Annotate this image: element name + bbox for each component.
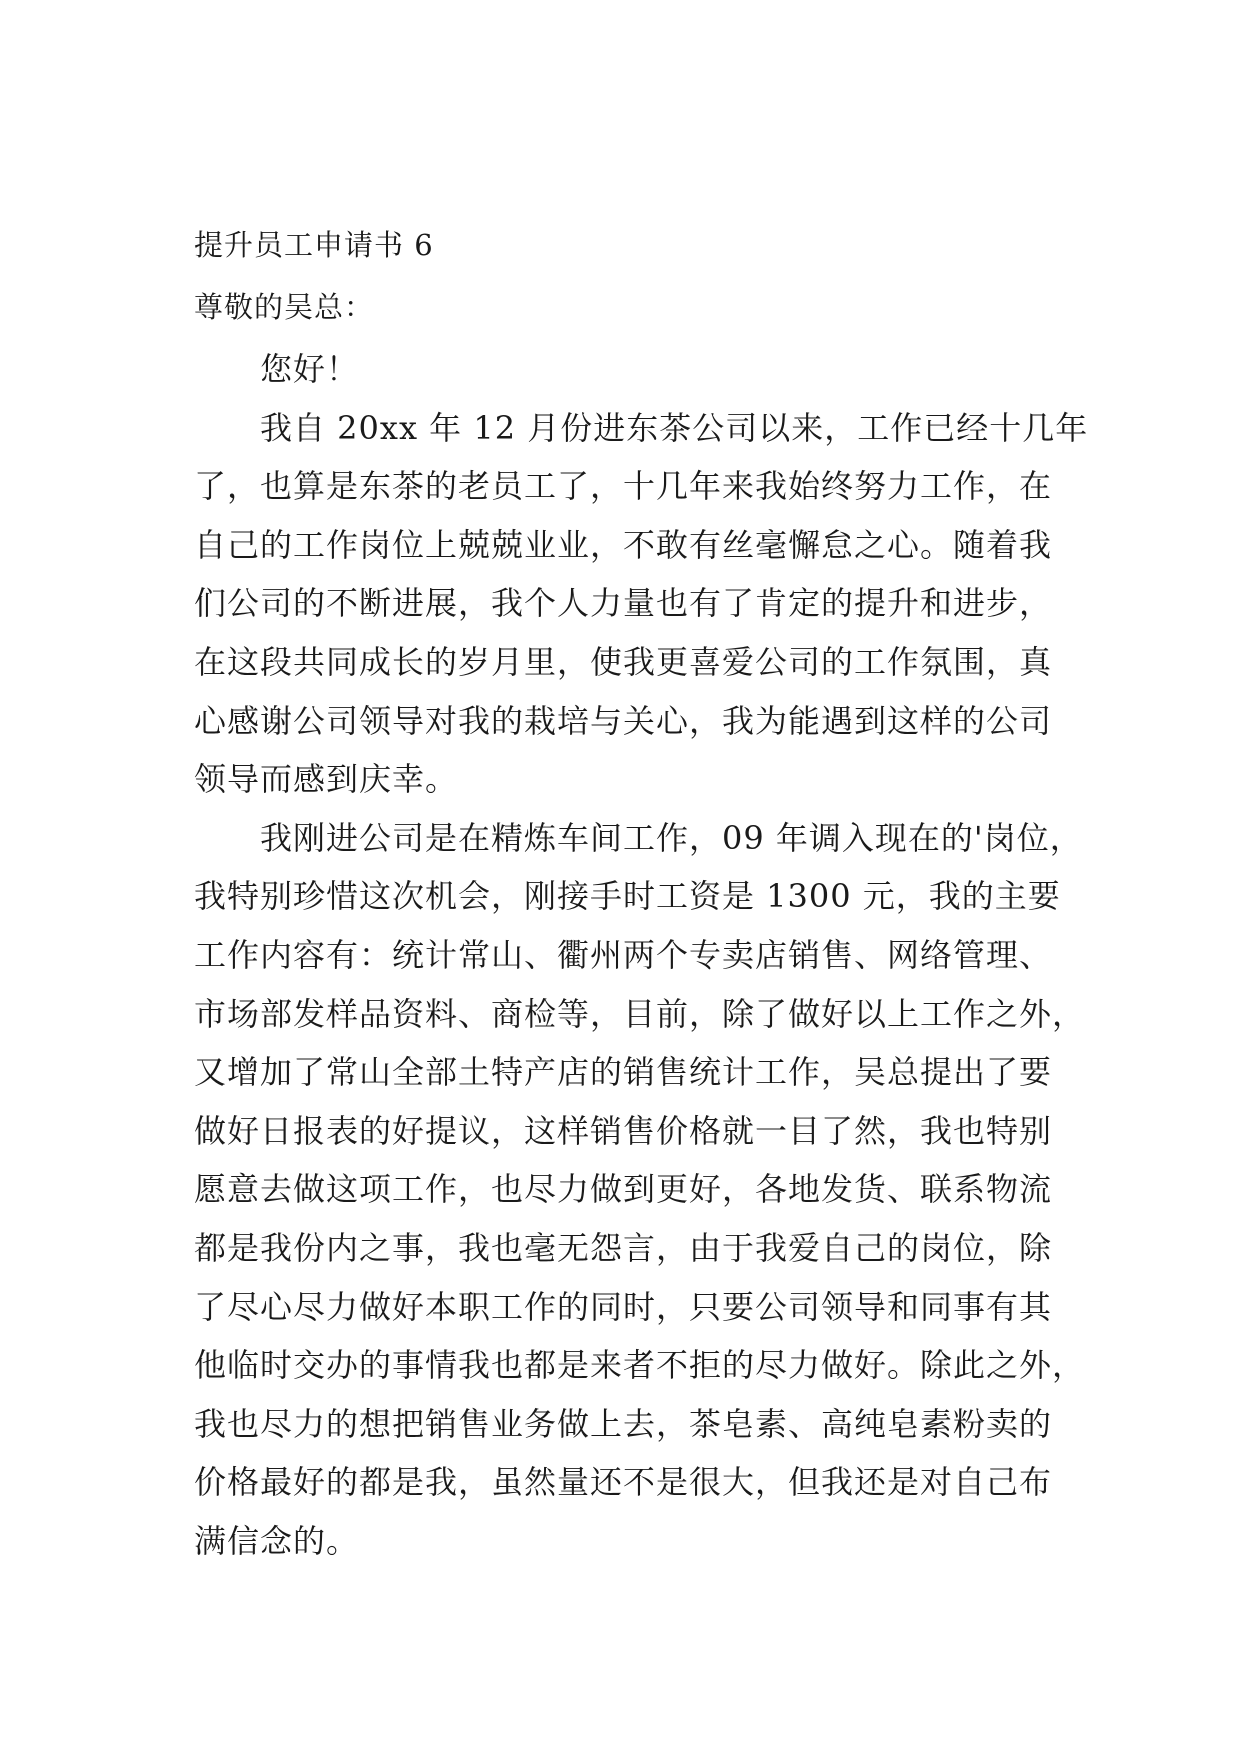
paragraph-2-line: 市场部发样品资料、商检等，目前，除了做好以上工作之外，: [194, 994, 1086, 1033]
greeting-line: [194, 340, 1074, 399]
paragraph-2-line: 愿意去做这项工作，也尽力做到更好，各地发货、联系物流: [194, 1170, 1053, 1209]
paragraph-1: [194, 399, 1089, 809]
paragraph-1-line: 我自 20xx 年 12 月份进东茶公司以来，工作已经十几年: [194, 408, 1089, 447]
paragraph-2-line: 又增加了常山全部土特产店的销售统计工作，吴总提出了要: [194, 1053, 1053, 1092]
paragraph-1-line: 们公司的不断进展，我个人力量也有了肯定的提升和进步，: [194, 584, 1053, 623]
paragraph-2-line: 价格最好的都是我，虽然量还不是很大，但我还是对自己布: [194, 1463, 1053, 1502]
paragraph-2-line: 我特别珍惜这次机会，刚接手时工资是 1300 元，我的主要: [194, 877, 1061, 916]
paragraph-2-line: 做好日报表的好提议，这样销售价格就一目了然，我也特别: [194, 1111, 1053, 1150]
paragraph-1-line: 在这段共同成长的岁月里，使我更喜爱公司的工作氛围，真: [194, 642, 1053, 681]
paragraph-2-line: 他临时交办的事情我也都是来者不拒的尽力做好。除此之外，: [194, 1346, 1086, 1385]
document-title: 提升员工申请书 6: [194, 228, 434, 262]
paragraph-2-line: 我也尽力的想把销售业务做上去，茶皂素、高纯皂素粉卖的: [194, 1404, 1053, 1443]
paragraph-2-line: 工作内容有：统计常山、衢州两个专卖店销售、网络管理、: [194, 935, 1053, 974]
paragraph-2: [194, 809, 1086, 1571]
paragraph-1-line: 领导而感到庆幸。: [194, 760, 459, 799]
paragraph-1-line: 心感谢公司领导对我的栽培与关心，我为能遇到这样的公司: [194, 701, 1053, 740]
paragraph-2-line: 了尽心尽力做好本职工作的同时，只要公司领导和同事有其: [194, 1287, 1053, 1326]
greeting-text: 您好！: [260, 350, 360, 388]
letter-body: [194, 340, 1089, 1570]
paragraph-2-line: 我刚进公司是在精炼车间工作，09 年调入现在的'岗位，: [194, 818, 1083, 857]
paragraph-1-line: 了，也算是东茶的老员工了，十几年来我始终努力工作，在: [194, 467, 1053, 506]
salutation: 尊敬的吴总：: [194, 290, 375, 324]
greeting-paragraph: [194, 340, 1074, 399]
paragraph-2-line: 都是我份内之事，我也毫无怨言，由于我爱自己的岗位，除: [194, 1228, 1053, 1267]
paragraph-2-line: 满信念的。: [194, 1521, 360, 1560]
paragraph-1-line: 自己的工作岗位上兢兢业业，不敢有丝毫懈怠之心。随着我: [194, 525, 1053, 564]
